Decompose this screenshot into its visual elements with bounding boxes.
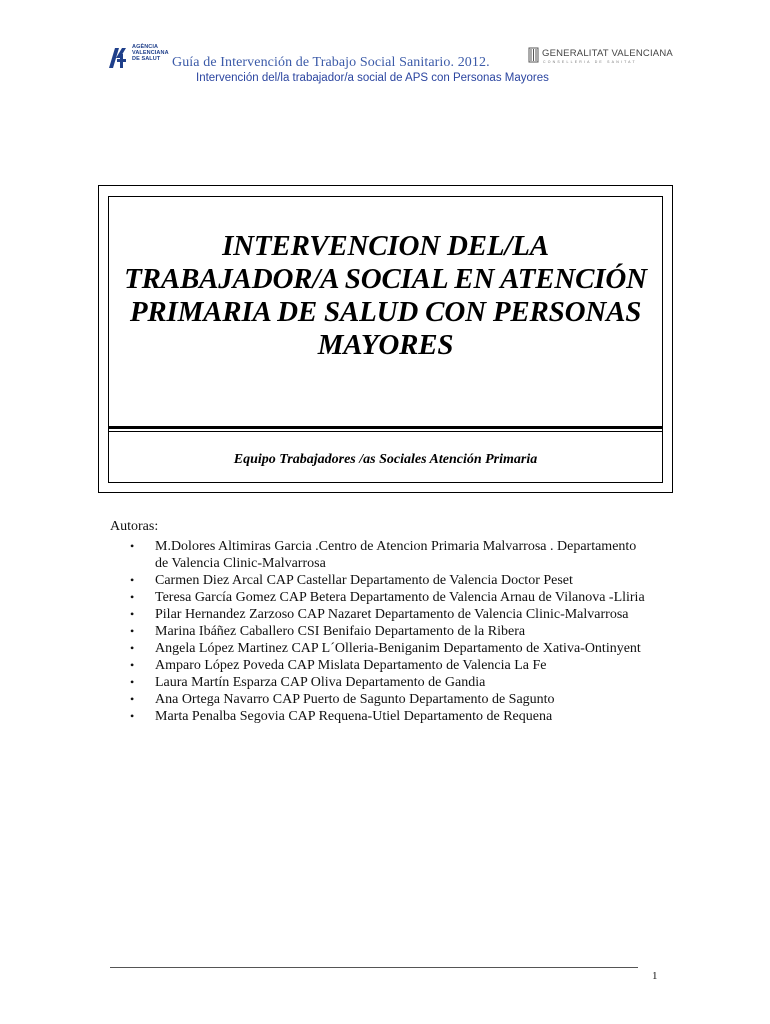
bullet-icon: •	[130, 675, 135, 689]
author-list-item	[130, 589, 650, 606]
bullet-icon: •	[130, 607, 135, 621]
author-list-item	[130, 640, 650, 657]
page-number: 1	[652, 970, 658, 982]
agencia-valenciana-de-salut-logo	[108, 42, 174, 72]
bullet-icon: •	[130, 573, 135, 587]
bullet-icon: •	[130, 590, 135, 604]
bullet-icon: •	[130, 709, 135, 723]
author-entry: Marta Penalba Segovia CAP Requena-Utiel Departamento de Requena	[155, 709, 553, 724]
author-entry: Teresa García Gomez CAP Betera Departamento de Valencia Arnau de Vilanova -Lliria	[155, 590, 645, 605]
author-entry: Amparo López Poveda CAP Mislata Departamento de Valencia La Fe	[155, 658, 547, 673]
title-box-divider-thin	[109, 431, 662, 432]
author-list-item	[130, 623, 650, 640]
asv-logo-icon	[108, 44, 130, 70]
author-entry: M.Dolores Altimiras Garcia .Centro de Atencion Primaria Malvarrosa . Departamento de Valencia Clinic-Malvarrosa	[155, 539, 637, 571]
document-header-title: Guía de Intervención de Trabajo Social Sanitario. 2012.	[172, 55, 490, 70]
authors-list	[130, 538, 650, 725]
bullet-icon: •	[130, 641, 135, 655]
author-entry: Angela López Martinez CAP L´Olleria-Beniganim Departamento de Xativa-Ontinyent	[155, 641, 641, 656]
generalitat-logo-text: GENERALITAT VALENCIANA	[542, 48, 673, 59]
author-list-item	[130, 606, 650, 623]
bullet-icon: •	[130, 624, 135, 638]
author-list-item	[130, 691, 650, 708]
author-list-item	[130, 538, 650, 572]
bullet-icon: •	[130, 658, 135, 672]
footer-divider	[110, 967, 638, 968]
author-entry: Pilar Hernandez Zarzoso CAP Nazaret Departamento de Valencia Clinic-Malvarrosa	[155, 607, 629, 622]
generalitat-shield-icon	[528, 47, 539, 63]
author-list-item	[130, 657, 650, 674]
document-header-subtitle: Intervención del/la trabajador/a social de APS con Personas Mayores	[196, 72, 549, 84]
author-list-item	[130, 572, 650, 589]
team-label: Equipo Trabajadores /as Sociales Atención Primaria	[233, 452, 538, 467]
authors-heading: Autoras:	[110, 519, 159, 534]
agency-logo-text: AGÈNCIA VALENCIANA DE SALUT	[132, 44, 169, 63]
conselleria-logo-text: CONSELLERIA DE SANITAT	[543, 60, 637, 64]
author-entry: Carmen Diez Arcal CAP Castellar Departamento de Valencia Doctor Peset	[155, 573, 573, 588]
generalitat-valenciana-logo	[528, 46, 673, 68]
bullet-icon: •	[130, 539, 135, 553]
author-entry: Laura Martín Esparza CAP Oliva Departamento de Gandia	[155, 675, 486, 690]
title-box-divider-thick	[109, 426, 662, 429]
author-entry: Ana Ortega Navarro CAP Puerto de Sagunto Departamento de Sagunto	[155, 692, 555, 707]
author-list-item	[130, 674, 650, 691]
bullet-icon: •	[130, 692, 135, 706]
document-main-title: INTERVENCION DEL/LA TRABAJADOR/A SOCIAL EN ATENCIÓN PRIMARIA DE SALUD CON PERSONAS MAYORES	[124, 230, 647, 361]
author-list-item	[130, 708, 650, 725]
author-entry: Marina Ibáñez Caballero CSI Benifaio Departamento de la Ribera	[155, 624, 526, 639]
